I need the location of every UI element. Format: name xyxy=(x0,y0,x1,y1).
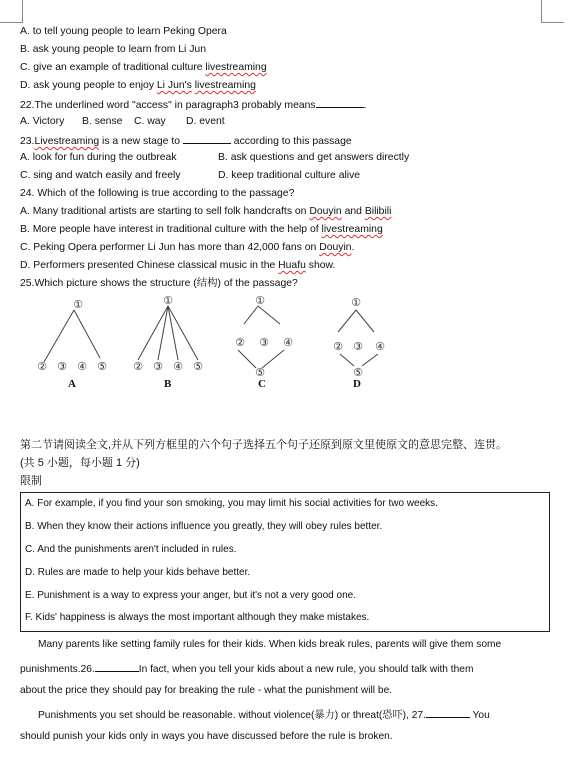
diagram-c-node-1: ① xyxy=(255,294,265,307)
diagram-a-node-5: ⑤ xyxy=(97,360,107,373)
choice-c: C. And the punishments aren't included in rules. xyxy=(25,544,237,555)
q22-option-b: B. sense xyxy=(82,116,123,127)
q23-number: 23. xyxy=(20,136,35,147)
q23-wavy-word: Livestreaming xyxy=(34,136,100,147)
diagram-c-node-2: ② xyxy=(235,336,245,349)
diagram-d-node-1: ① xyxy=(351,296,361,309)
q21-option-d: D. ask young people to enjoy Li Jun's livestreaming xyxy=(20,80,256,91)
choice-f: F. Kids' happiness is always the most important although they make mistakes. xyxy=(25,612,370,623)
sentence-choices-box xyxy=(20,492,550,632)
diagram-label-b: B xyxy=(164,378,172,390)
crop-mark-top-left xyxy=(0,0,23,23)
q23-option-d: D. keep traditional culture alive xyxy=(218,170,361,181)
q23-stem xyxy=(20,133,352,149)
q22-option-d: D. event xyxy=(186,116,225,127)
q23-blank xyxy=(183,133,231,144)
diagram-a-node-2: ② xyxy=(37,360,47,373)
passage-p2-text: Punishments you set should be reasonable. without violence(暴力) or threat(恐吓), 27. xyxy=(38,710,426,721)
q22-blank xyxy=(316,97,364,108)
diagram-a-node-4: ④ xyxy=(77,360,87,373)
passage-p2-line1 xyxy=(20,707,556,723)
q21-option-a: A. to tell young people to learn Peking Opera xyxy=(20,26,227,37)
diagram-b-node-1: ① xyxy=(163,294,173,307)
diagram-c-node-5: ⑤ xyxy=(255,366,265,379)
crop-mark-top-right xyxy=(541,0,564,23)
section2-instruction-line3: 限制 xyxy=(20,475,42,487)
q21-option-b: B. ask young people to learn from Li Jun xyxy=(20,44,206,55)
q23-option-b: B. ask questions and get answers directly xyxy=(218,152,410,163)
passage-p1-line1: Many parents like setting family rules for their kids. When kids break rules, parents will give them some xyxy=(38,639,502,650)
q26-blank xyxy=(95,661,139,672)
section2-instruction-line1: 第二节请阅读全文,并从下列方框里的六个句子选择五个句子还原到原文里使原文的意思完整、连贯。 xyxy=(20,439,508,451)
q24-stem: 24. Which of the following is true according to the passage? xyxy=(20,188,295,199)
diagram-b-node-3: ③ xyxy=(153,360,163,373)
diagram-a-node-1: ① xyxy=(73,298,83,311)
passage-p1-line2-text: In fact, when you tell your kids about a new rule, you should talk with them xyxy=(138,664,474,675)
diagram-nodes xyxy=(37,294,385,379)
q23-option-c: C. sing and watch easily and freely xyxy=(20,170,181,181)
diagram-d-node-3: ③ xyxy=(353,340,363,353)
q23-option-a: A. look for fun during the outbreak xyxy=(20,152,177,163)
passage-p1-line3: about the price they should pay for breaking the rule - what the punishment will be. xyxy=(20,685,393,696)
diagram-b-node-4: ④ xyxy=(173,360,183,373)
passage-p2-line2: should punish your kids only in ways you have discussed before the rule is broken. xyxy=(20,731,393,742)
diagram-b-node-2: ② xyxy=(133,360,143,373)
q22-stem-text: 22.The underlined word "access" in paragraph3 probably means xyxy=(20,100,316,111)
structure-diagrams xyxy=(22,292,422,396)
q24-option-d: D. Performers presented Chinese classical music in the Huafu show. xyxy=(20,260,336,271)
structure-diagrams-svg xyxy=(22,292,422,396)
choice-d: D. Rules are made to help your kids behave better. xyxy=(25,567,251,578)
diagram-a-node-3: ③ xyxy=(57,360,67,373)
q21-option-c: C. give an example of traditional culture livestreaming xyxy=(20,62,267,73)
q22-option-a: A. Victory xyxy=(20,116,65,127)
diagram-d-node-4: ④ xyxy=(375,340,385,353)
passage-p1-line2 xyxy=(20,661,556,677)
diagram-d-node-2: ② xyxy=(333,340,343,353)
choice-e: E. Punishment is a way to express your anger, but it's not a very good one. xyxy=(25,590,356,601)
q22-option-c: C. way xyxy=(134,116,166,127)
passage-q26-label: punishments.26. xyxy=(20,664,95,675)
diagram-label-a: A xyxy=(68,378,76,390)
q24-option-a: A. Many traditional artists are starting to sell folk handcrafts on Douyin and Bilibili xyxy=(20,206,392,217)
q22-stem xyxy=(20,97,367,113)
q27-blank xyxy=(426,707,470,718)
q24-option-c: C. Peking Opera performer Li Jun has more than 42,000 fans on Douyin. xyxy=(20,242,355,253)
diagram-b-node-5: ⑤ xyxy=(193,360,203,373)
diagram-c-node-4: ④ xyxy=(283,336,293,349)
passage-p2-line1-end: You xyxy=(472,710,490,721)
q22-stem-end: . xyxy=(363,100,367,111)
diagram-label-d: D xyxy=(353,378,361,390)
choice-a: A. For example, if you find your son smoking, you may limit his social activities for two weeks. xyxy=(25,498,438,509)
q25-stem: 25.Which picture shows the structure (结构) of the passage? xyxy=(20,278,298,289)
section2-instruction-line2: (共 5 小题，每小题 1 分) xyxy=(20,457,140,469)
q24-option-b: B. More people have interest in traditional culture with the help of livestreaming xyxy=(20,224,383,235)
q23-stem-mid: is a new stage to xyxy=(99,136,181,147)
diagram-lines xyxy=(44,306,378,368)
diagram-c-node-3: ③ xyxy=(259,336,269,349)
q23-stem-after: according to this passage xyxy=(233,136,352,147)
diagram-label-c: C xyxy=(258,378,266,390)
choice-b: B. When they know their actions influence you greatly, they will obey rules better. xyxy=(25,521,383,532)
diagram-d-node-5: ⑤ xyxy=(353,366,363,379)
